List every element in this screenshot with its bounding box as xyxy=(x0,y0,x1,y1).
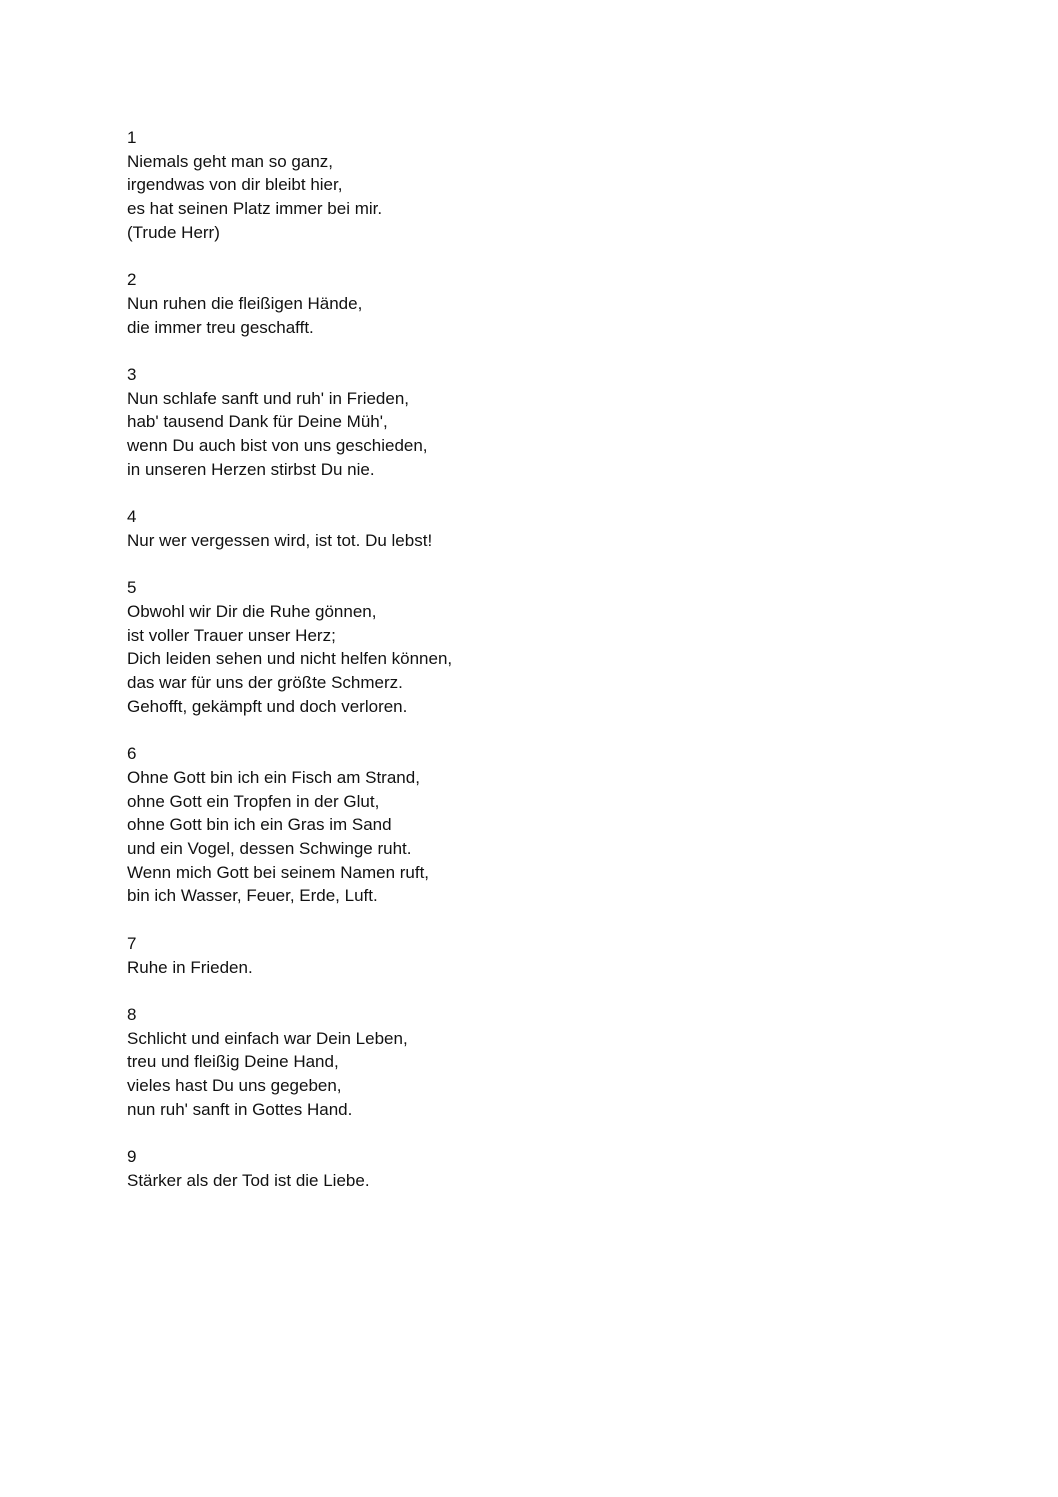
verse-attribution: (Trude Herr) xyxy=(127,222,220,242)
verse-line: Ruhe in Frieden. xyxy=(127,957,253,977)
verse-number: 9 xyxy=(127,1147,137,1167)
verse-number: 8 xyxy=(127,1004,137,1024)
verse-line: hab' tausend Dank für Deine Müh', xyxy=(127,412,388,432)
verse-number: 1 xyxy=(127,128,137,147)
verse-line: in unseren Herzen stirbst Du nie. xyxy=(127,459,375,479)
verse-line: Schlicht und einfach war Dein Leben, xyxy=(127,1028,408,1048)
verse-line: die immer treu geschafft. xyxy=(127,317,314,337)
verse-number: 7 xyxy=(127,933,137,953)
verse-7 xyxy=(127,932,887,979)
verse-line: Obwohl wir Dir die Ruhe gönnen, xyxy=(127,602,377,621)
verse-6 xyxy=(127,742,887,908)
verse-9 xyxy=(127,1145,887,1192)
verse-number: 2 xyxy=(127,270,137,290)
verse-1 xyxy=(127,126,887,245)
verse-8 xyxy=(127,1003,887,1122)
verse-line: Wenn mich Gott bei seinem Namen ruft, xyxy=(127,862,430,882)
verse-line: Niemals geht man so ganz, xyxy=(127,151,333,171)
verse-line: das war für uns der größte Schmerz. xyxy=(127,673,403,693)
verse-line: ist voller Trauer unser Herz; xyxy=(127,625,336,645)
verse-line: ohne Gott ein Tropfen in der Glut, xyxy=(127,791,380,811)
verse-line: Nun schlafe sanft und ruh' in Frieden, xyxy=(127,388,410,408)
verse-line: Dich leiden sehen und nicht helfen können, xyxy=(127,649,453,669)
verse-2 xyxy=(127,268,887,339)
verse-line: ohne Gott bin ich ein Gras im Sand xyxy=(127,815,392,835)
verse-3 xyxy=(127,363,887,482)
verse-line: treu und fleißig Deine Hand, xyxy=(127,1052,339,1072)
verse-line: Nur wer vergessen wird, ist tot. Du lebst! xyxy=(127,530,433,550)
verse-5 xyxy=(127,576,887,718)
verse-line: Nun ruhen die fleißigen Hände, xyxy=(127,293,363,313)
verse-number: 3 xyxy=(127,365,137,384)
verse-line: es hat seinen Platz immer bei mir. xyxy=(127,199,383,219)
verse-line: wenn Du auch bist von uns geschieden, xyxy=(127,436,428,456)
verse-number: 6 xyxy=(127,744,137,764)
verse-line: Gehofft, gekämpft und doch verloren. xyxy=(127,696,408,716)
verse-line: nun ruh' sanft in Gottes Hand. xyxy=(127,1099,353,1119)
verse-line: Ohne Gott bin ich ein Fisch am Strand, xyxy=(127,767,420,787)
verse-line: Stärker als der Tod ist die Liebe. xyxy=(127,1170,370,1190)
verse-4 xyxy=(127,505,887,552)
verse-number: 5 xyxy=(127,578,137,598)
verse-line: und ein Vogel, dessen Schwinge ruht. xyxy=(127,839,412,859)
verse-list xyxy=(127,126,887,1216)
verse-line: bin ich Wasser, Feuer, Erde, Luft. xyxy=(127,886,378,906)
verse-line: vieles hast Du uns gegeben, xyxy=(127,1076,342,1096)
verse-number: 4 xyxy=(127,507,137,527)
verse-line: irgendwas von dir bleibt hier, xyxy=(127,175,343,195)
